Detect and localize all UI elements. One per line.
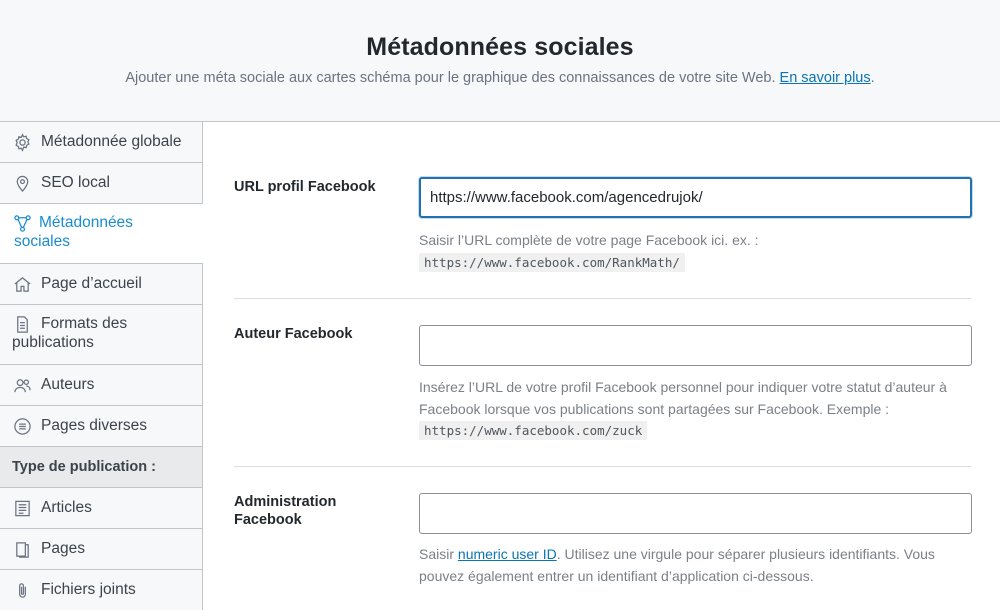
sidebar-item-authors[interactable]: Auteurs: [0, 365, 202, 406]
facebook-author-label: Auteur Facebook: [234, 326, 353, 342]
article-icon: [12, 498, 32, 518]
facebook-author-input[interactable]: [419, 325, 972, 366]
gear-icon: [12, 132, 32, 152]
page-title: Métadonnées sociales: [366, 33, 634, 61]
sidebar-item-pages[interactable]: Pages: [0, 529, 202, 570]
post-types-heading: Type de publication :: [0, 447, 202, 488]
sidebar-item-misc-pages[interactable]: Pages diverses: [0, 406, 202, 447]
facebook-url-example: https://www.facebook.com/RankMath/: [419, 253, 685, 272]
page-header: [0, 0, 1000, 122]
facebook-author-example: https://www.facebook.com/zuck: [419, 421, 647, 440]
map-pin-icon: [12, 173, 32, 193]
list-circle-icon: [12, 416, 32, 436]
numeric-user-id-link[interactable]: numeric user ID: [457, 546, 557, 562]
facebook-admin-label: Administration Facebook: [234, 494, 337, 528]
facebook-admin-description: Saisir numeric user ID. Utilisez une virgule pour séparer plusieurs identifiants. Vous pouvez également entrer un identifiant d’application ci-dessous.: [419, 546, 935, 584]
settings-content: [204, 123, 1000, 610]
facebook-url-label: URL profil Facebook: [234, 179, 376, 195]
sidebar-item-homepage[interactable]: Page d’accueil: [0, 264, 202, 305]
sidebar-item-global-meta[interactable]: Métadonnée globale: [0, 122, 202, 163]
facebook-author-description: Insérez l’URL de votre profil Facebook personnel pour indiquer votre statut d’auteur à Facebook lorsque vos publications sont partagées sur Facebook. Exemple : https://www.facebook.com/zuck: [419, 379, 947, 438]
row-divider: [234, 466, 971, 467]
paperclip-icon: [12, 580, 32, 600]
facebook-url-input[interactable]: [419, 177, 972, 218]
learn-more-link[interactable]: En savoir plus: [779, 70, 871, 86]
row-divider: [234, 298, 971, 299]
sidebar-item-attachments[interactable]: Fichiers joints: [0, 570, 202, 610]
sidebar-item-local-seo[interactable]: SEO local: [0, 163, 202, 204]
share-network-icon: [12, 213, 32, 233]
pages-icon: [12, 539, 32, 559]
page-subtitle: Ajouter une méta sociale aux cartes schéma pour le graphique des connaissances de votre site Web. En savoir plus.: [125, 70, 875, 86]
sidebar-item-social-meta[interactable]: Métadonnées sociales: [0, 204, 203, 264]
facebook-url-description: Saisir l’URL complète de votre page Facebook ici. ex. : https://www.facebook.com/RankMath/: [419, 232, 759, 270]
document-icon: [12, 314, 32, 334]
settings-sidebar: [0, 122, 203, 610]
sidebar-item-articles[interactable]: Articles: [0, 488, 202, 529]
home-icon: [12, 274, 32, 294]
users-icon: [12, 375, 32, 395]
facebook-admin-input[interactable]: [419, 493, 972, 534]
sidebar-item-post-formats[interactable]: Formats des publications: [0, 305, 202, 365]
